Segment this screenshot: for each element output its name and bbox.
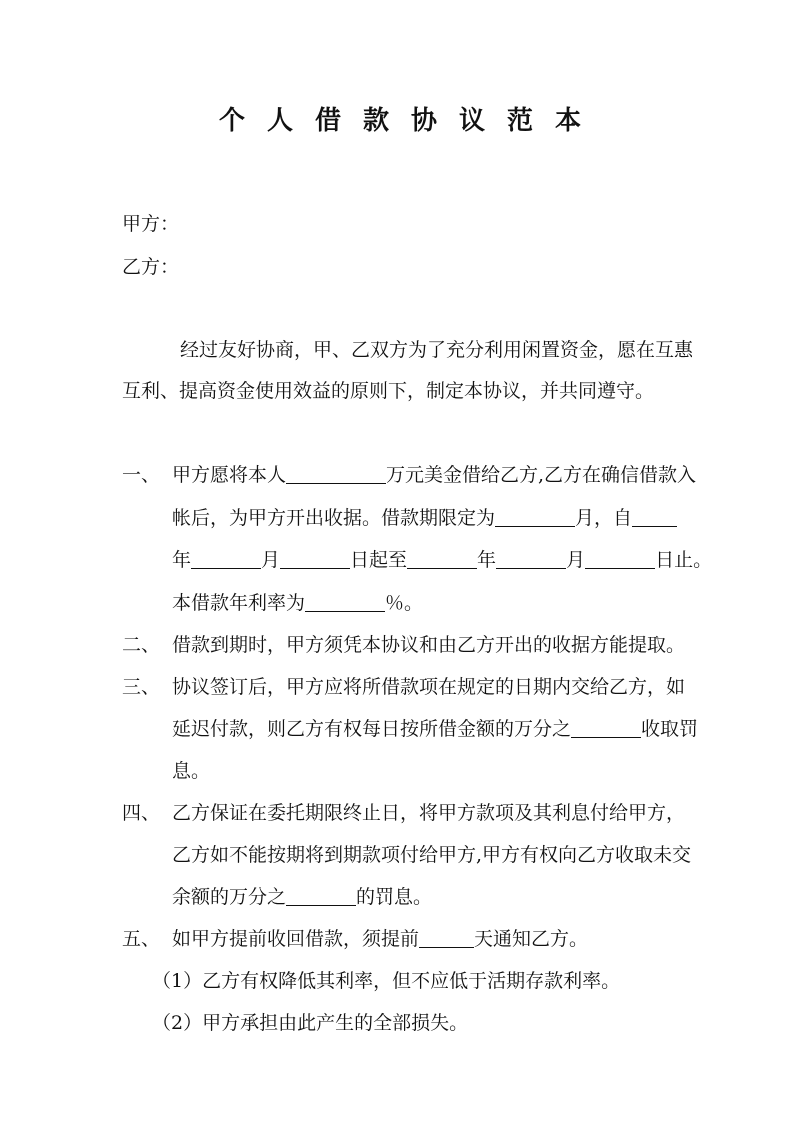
clause-1-number: 一、 xyxy=(122,464,161,486)
amount-blank[interactable] xyxy=(286,463,386,484)
clause-5-sub-1: （1）乙方有权降低其利率，但不应低于活期存款利率。 xyxy=(152,970,621,992)
clause-3-line-1: 三、 协议签订后，甲方应将所借款项在规定的日期内交给乙方，如 xyxy=(122,676,686,698)
clause-1-line-4: 本借款年利率为 ％。 xyxy=(172,592,424,614)
clause-3-line-2: 延迟付款，则乙方有权每日按所借金额的万分之 收取罚 xyxy=(172,718,699,740)
clause-2: 二、 借款到期时，甲方须凭本协议和由乙方开出的收据方能提取。 xyxy=(122,634,686,656)
interest-rate-blank[interactable] xyxy=(305,591,385,612)
end-month-blank[interactable] xyxy=(496,548,566,569)
term-months-blank[interactable] xyxy=(495,506,575,527)
start-month-blank[interactable] xyxy=(191,548,261,569)
clause-5-line-1: 五、 如甲方提前收回借款，须提前 天通知乙方。 xyxy=(122,928,589,950)
notice-days-blank[interactable] xyxy=(419,927,474,948)
clause-5-sub-2: （2）甲方承担由此产生的全部损失。 xyxy=(152,1012,469,1034)
clause-4-line-2: 乙方如不能按期将到期款项付给甲方,甲方有权向乙方收取未交 xyxy=(172,844,692,866)
end-year-blank[interactable] xyxy=(407,548,477,569)
clause-5-number: 五、 xyxy=(122,928,161,950)
clause-4-number: 四、 xyxy=(122,802,161,824)
clause-3-line-3: 息。 xyxy=(172,760,211,782)
clause-1-line-3: 年 月 日起至 年 月 日止。 xyxy=(172,549,713,571)
clause-4-line-3: 余额的万分之 的罚息。 xyxy=(172,886,433,908)
penalty-rate-blank-1[interactable] xyxy=(571,717,641,738)
party-a-label: 甲方： xyxy=(122,213,180,235)
start-day-blank[interactable] xyxy=(280,548,350,569)
preamble-line-2: 互利、提高资金使用效益的原则下，制定本协议，并共同遵守。 xyxy=(122,380,655,402)
start-year-blank[interactable] xyxy=(632,506,677,527)
penalty-rate-blank-2[interactable] xyxy=(286,885,356,906)
end-day-blank[interactable] xyxy=(585,548,655,569)
clause-1-line-2: 帐后，为甲方开出收据。借款期限定为 月，自 xyxy=(172,505,677,531)
clause-4-line-1: 四、 乙方保证在委托期限终止日，将甲方款项及其利息付给甲方， xyxy=(122,802,686,824)
clause-1-line-1: 一、 甲方愿将本人 万元美金借给乙方,乙方在确信借款入 xyxy=(122,464,697,486)
party-b-label: 乙方： xyxy=(122,256,180,278)
clause-2-number: 二、 xyxy=(122,634,161,656)
document-title: 个人借款协议范本 xyxy=(218,106,603,136)
preamble-line-1: 经过友好协商，甲、乙双方为了充分利用闲置资金，愿在互惠 xyxy=(180,339,694,361)
clause-3-number: 三、 xyxy=(122,676,161,698)
